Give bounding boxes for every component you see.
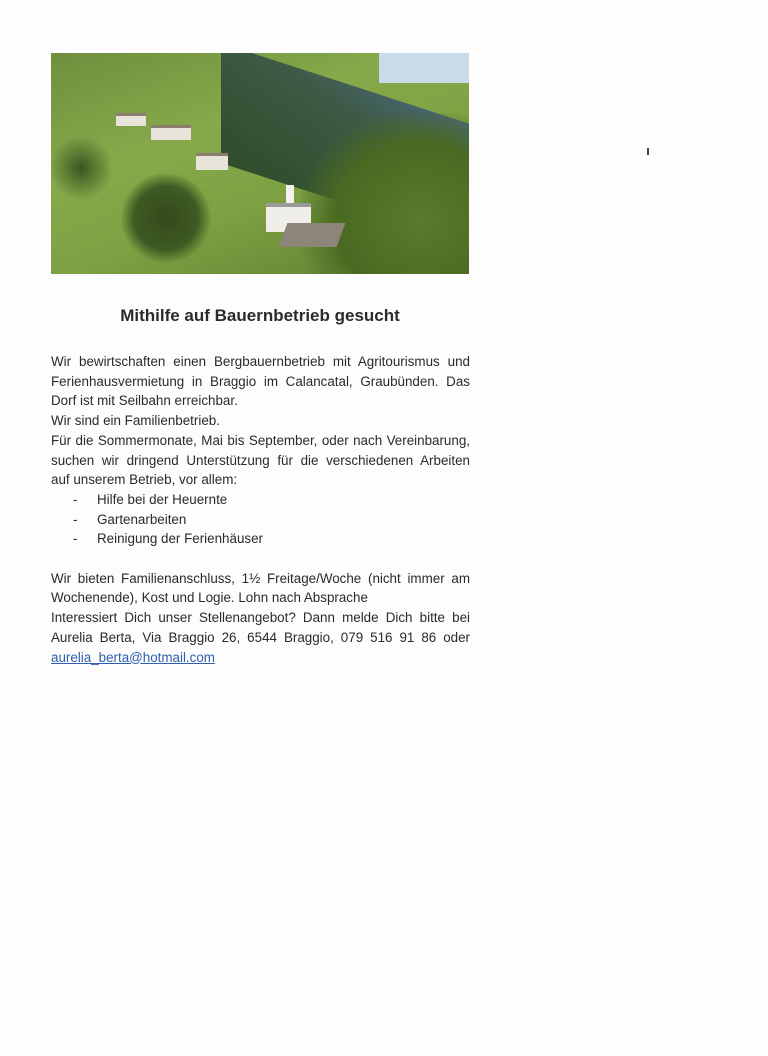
text-line: Wir bieten Familienanschluss, 1½ Freitage/Woche (nicht immer am (51, 570, 470, 586)
task-label: Reinigung der Ferienhäuser (97, 531, 263, 547)
scan-speck (647, 148, 649, 155)
text-line: Für die Sommermonate, Mai bis September, oder nach Vereinbarung, (51, 432, 470, 448)
text-line: suchen wir dringend Unterstützung für die verschiedenen Arbeiten (51, 452, 470, 468)
sky (379, 53, 469, 83)
list-item (51, 529, 470, 549)
trees (51, 133, 111, 203)
task-label: Gartenarbeiten (97, 511, 187, 527)
text-line: Wir bewirtschaften einen Bergbauernbetrieb mit Agritourismus und (51, 354, 470, 369)
list-item (51, 510, 470, 530)
text-line: Ferienhausvermietung in Braggio im Calancatal, Graubünden. Das (51, 373, 470, 389)
trees (121, 173, 211, 263)
forest (301, 113, 469, 274)
bullet-dash: - (73, 531, 78, 547)
document-body (51, 352, 470, 667)
bullet-dash: - (73, 511, 78, 527)
house (151, 125, 191, 140)
village-photo (51, 53, 469, 274)
churchyard-wall (279, 223, 346, 247)
text-line: Wochenende), Kost und Logie. Lohn nach Absprache (51, 590, 368, 606)
task-label: Hilfe bei der Heuernte (97, 491, 228, 507)
house (196, 153, 228, 170)
text-line: Interessiert Dich unser Stellenangebot? Dann melde Dich bitte bei (51, 610, 470, 626)
text-line: Aurelia Berta, Via Braggio 26, 6544 Braggio, 079 516 91 86 oder (51, 629, 470, 645)
bullet-dash: - (73, 491, 78, 507)
text-line: auf unserem Betrieb, vor allem: (51, 472, 238, 488)
email-link[interactable]: aurelia_berta@hotmail.com (51, 649, 215, 665)
text-line: Dorf ist mit Seilbahn erreichbar. (51, 393, 238, 409)
text-line: Wir sind ein Familienbetrieb. (51, 413, 220, 429)
page-title: Mithilfe auf Bauernbetrieb gesucht (120, 306, 400, 325)
list-item (51, 490, 470, 510)
house (116, 113, 146, 126)
